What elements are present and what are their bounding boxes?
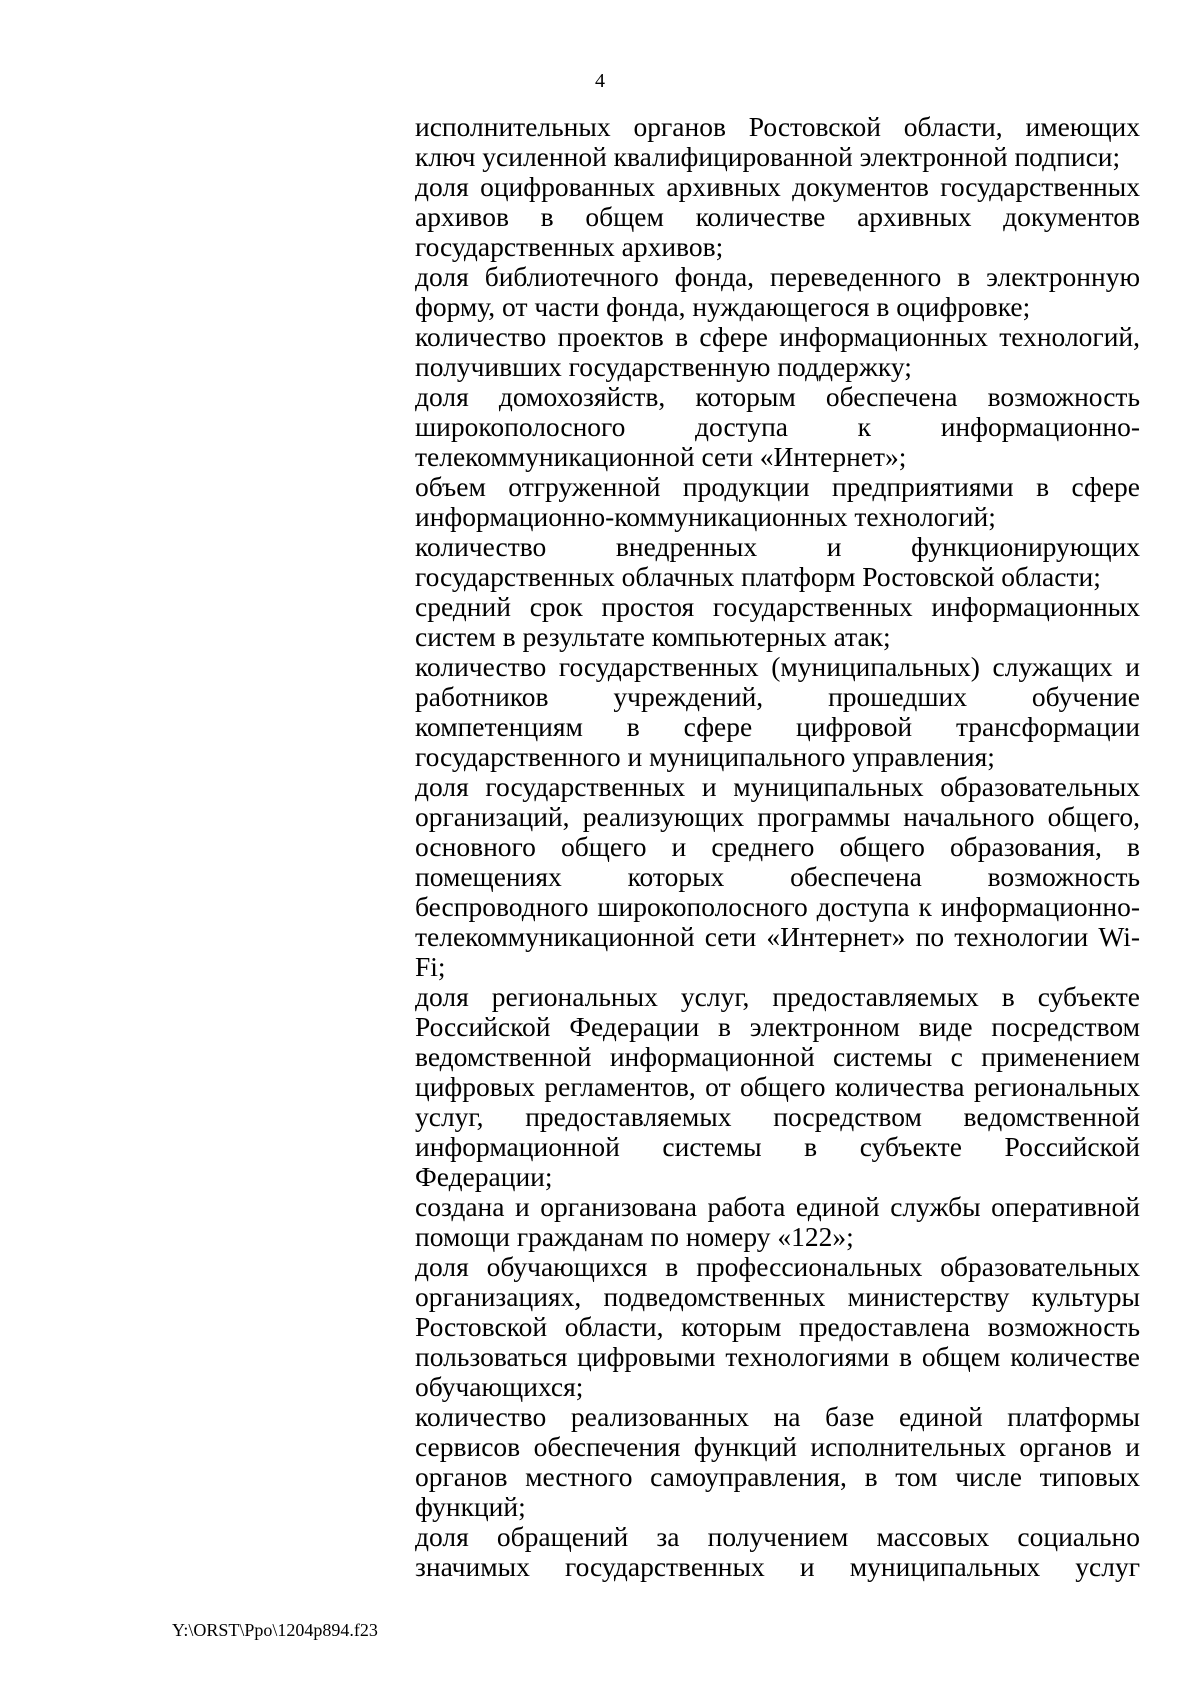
paragraph: доля обучающихся в профессиональных образовательных организациях, подведомственных министерству культуры Ростовской области, которым предоставлена возможность пользоваться цифровыми технологиями в общем количестве обучающихся; [415, 1251, 1140, 1402]
paragraph: объем отгруженной продукции предприятиями в сфере информационно-коммуникационных технологий; [415, 471, 1140, 532]
paragraph: доля оцифрованных архивных документов государственных архивов в общем количестве архивных документов государственных архивов; [415, 171, 1140, 262]
document-body [415, 112, 1140, 1582]
paragraph: создана и организована работа единой службы оперативной помощи гражданам по номеру «122»; [415, 1191, 1140, 1252]
page-number: 4 [595, 70, 605, 92]
paragraph: исполнительных органов Ростовской области, имеющих ключ усиленной квалифицированной электронной подписи; [415, 111, 1140, 172]
paragraph: количество государственных (муниципальных) служащих и работников учреждений, прошедших обучение компетенциям в сфере цифровой трансформации государственного и муниципального управления; [415, 651, 1140, 772]
paragraph: доля библиотечного фонда, переведенного в электронную форму, от части фонда, нуждающегося в оцифровке; [415, 261, 1140, 322]
paragraph: количество внедренных и функционирующих государственных облачных платформ Ростовской области; [415, 531, 1140, 592]
file-path-footer: Y:\ORST\Ppo\1204p894.f23 [172, 1620, 378, 1640]
paragraph: доля домохозяйств, которым обеспечена возможность широкополосного доступа к информационно-телекоммуникационной сети «Интернет»; [415, 381, 1140, 472]
paragraph: доля государственных и муниципальных образовательных организаций, реализующих программы начального общего, основного общего и среднего общего образования, в помещениях которых обеспечена возможность беспроводного широкополосного доступа к информационно-телекоммуникационной сети «Интернет» по технологии Wi-Fi; [415, 771, 1140, 982]
paragraph: доля региональных услуг, предоставляемых в субъекте Российской Федерации в электронном виде посредством ведомственной информационной системы с применением цифровых регламентов, от общего количества региональных услуг, предоставляемых посредством ведомственной информационной системы в субъекте Российской Федерации; [415, 981, 1140, 1192]
paragraph: средний срок простоя государственных информационных систем в результате компьютерных атак; [415, 591, 1140, 652]
paragraph: доля обращений за получением массовых социально значимых государственных и муниципальных услуг [415, 1521, 1140, 1582]
paragraph: количество реализованных на базе единой платформы сервисов обеспечения функций исполнительных органов и органов местного самоуправления, в том числе типовых функций; [415, 1401, 1140, 1522]
paragraph: количество проектов в сфере информационных технологий, получивших государственную поддержку; [415, 321, 1140, 382]
